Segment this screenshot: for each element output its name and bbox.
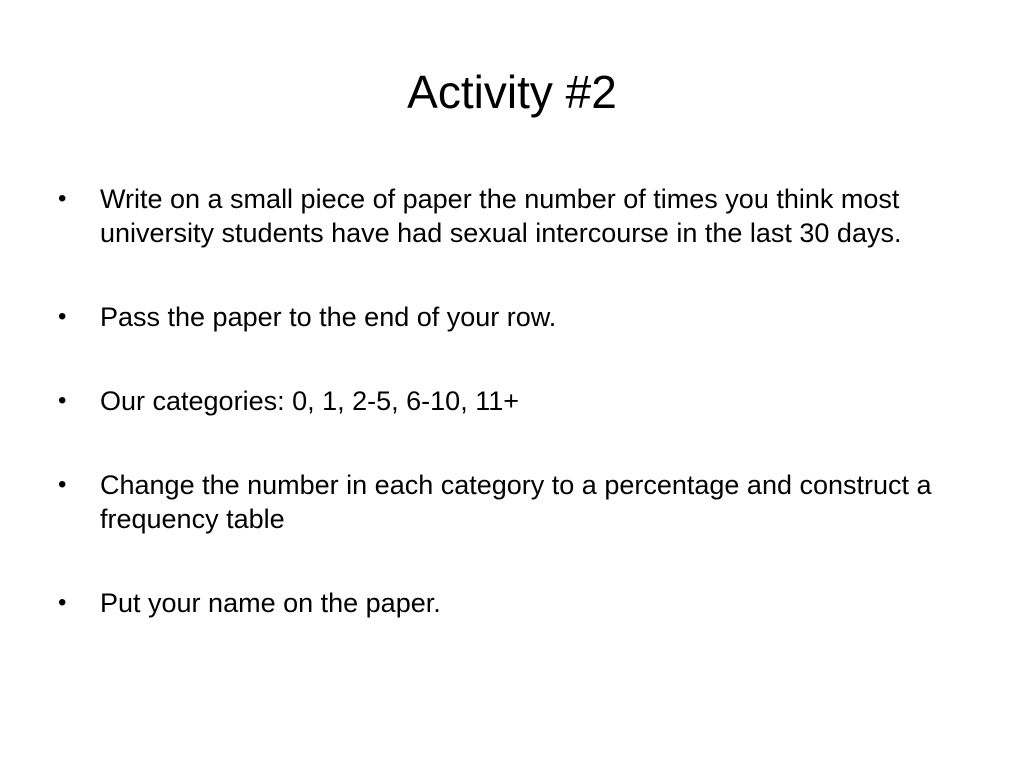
bullet-icon: • <box>58 471 67 498</box>
bullet-text: Our categories: 0, 1, 2-5, 6-10, 11+ <box>100 386 519 416</box>
bullet-icon: • <box>58 185 67 212</box>
bullet-text: Put your name on the paper. <box>100 588 441 618</box>
bullet-text: Pass the paper to the end of your row. <box>100 302 557 332</box>
bullet-item <box>58 468 958 536</box>
bullet-icon: • <box>58 303 67 330</box>
bullet-icon: • <box>58 387 67 414</box>
bullet-item <box>58 384 958 418</box>
slide-title: Activity #2 <box>407 66 617 118</box>
bullet-text: Write on a small piece of paper the number of times you think most university students have had sexual intercourse in the last 30 days. <box>100 184 902 248</box>
bullet-list <box>58 182 958 670</box>
bullet-icon: • <box>58 589 67 616</box>
bullet-item <box>58 586 958 620</box>
bullet-item <box>58 300 958 334</box>
bullet-item <box>58 182 958 250</box>
bullet-text: Change the number in each category to a percentage and construct a frequency table <box>100 470 932 534</box>
